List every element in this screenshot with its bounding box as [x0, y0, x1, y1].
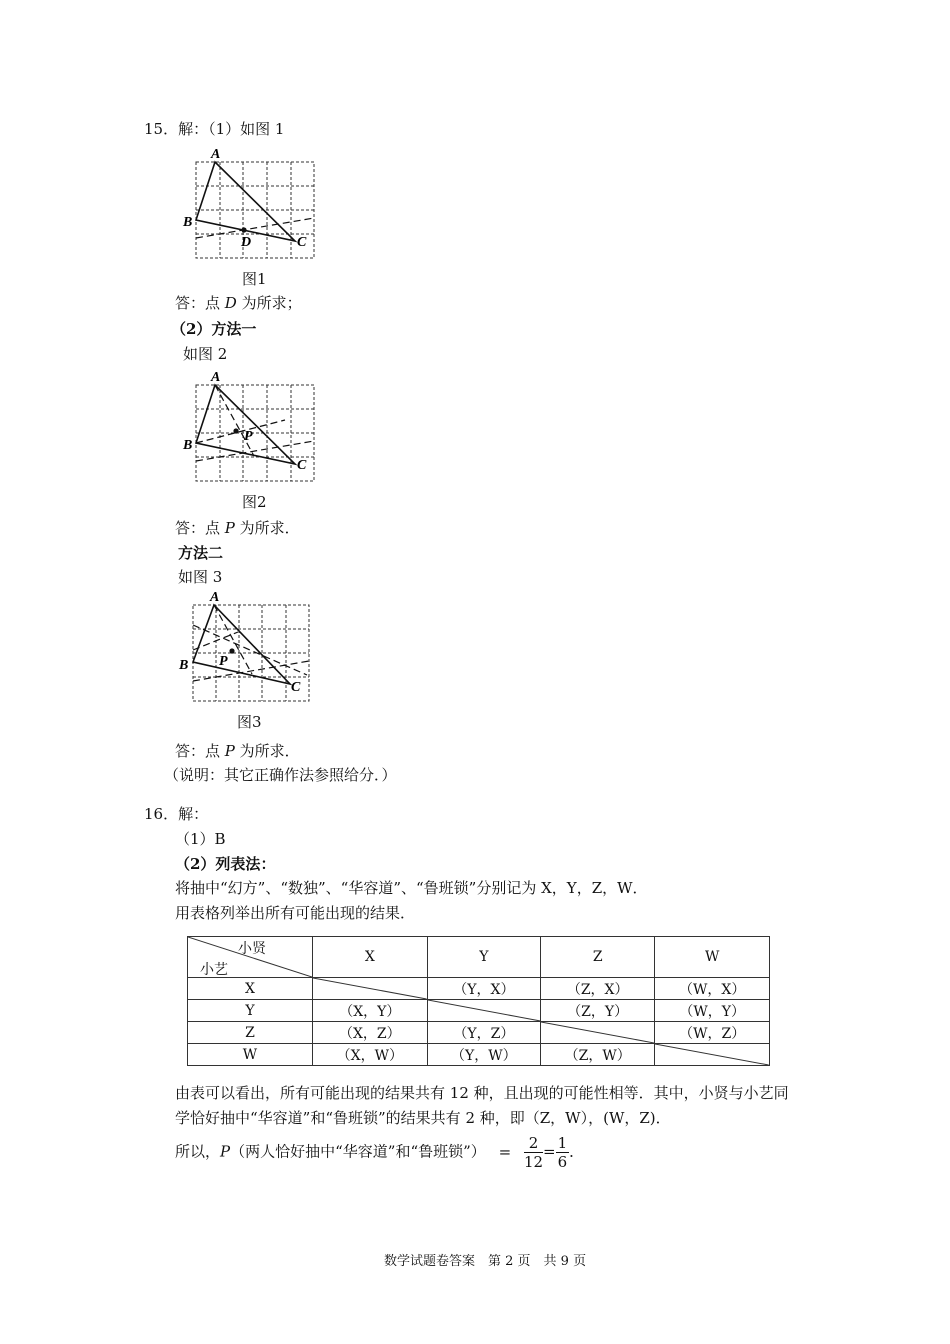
answer-1-suffix: 为所求；	[236, 294, 302, 312]
table-cell: （W，Y）	[655, 1000, 770, 1022]
table-cell: （W，Z）	[655, 1022, 770, 1044]
label-C: C	[291, 680, 301, 695]
q16-table-intro: 用表格列举出所有可能出现的结果．	[175, 904, 416, 922]
label-A: A	[211, 370, 221, 385]
figure-3-ref: 如图 3	[178, 568, 223, 586]
answer-2-prefix: 答：点	[175, 519, 225, 537]
table-cell: （Z，W）	[541, 1044, 655, 1066]
table-cell-diagonal	[313, 978, 428, 1000]
table-cell: （X，Z）	[313, 1022, 428, 1044]
label-B: B	[183, 438, 193, 453]
q16-part-2-label: （2）列表法：	[175, 855, 276, 873]
fraction-2-12	[524, 1134, 543, 1171]
table-col-header: X	[313, 937, 428, 978]
table-cell-diagonal	[655, 1044, 770, 1066]
q15-heading: 15．解：（1）如图 1	[144, 120, 285, 138]
label-A: A	[210, 590, 220, 605]
answer-2	[175, 517, 300, 538]
table-col-header: Y	[427, 937, 540, 978]
label-P: P	[244, 429, 253, 444]
answer-2-var: P	[224, 519, 235, 537]
answer-3-var: P	[224, 742, 235, 760]
figure-2-caption: 图2	[242, 493, 267, 511]
table-row	[188, 1000, 770, 1022]
answer-1-var: D	[224, 294, 237, 312]
equals-sign: =	[498, 1142, 512, 1161]
table-header-row	[188, 937, 770, 978]
corner-top-label: 小贤	[238, 941, 266, 957]
figure-3-caption: 图3	[237, 713, 262, 731]
part-2-label: （2）方法一	[171, 320, 257, 338]
q16-part-1: （1）B	[175, 830, 226, 848]
table-cell: （Y，W）	[427, 1044, 540, 1066]
table-cell: （W，X）	[655, 978, 770, 1000]
table-row	[188, 1044, 770, 1066]
label-B: B	[179, 658, 189, 673]
answer-1	[175, 292, 302, 313]
label-C: C	[297, 235, 307, 250]
figure-1	[175, 145, 325, 265]
label-A: A	[211, 147, 221, 162]
grading-note: （说明：其它正确作法参照给分．）	[164, 766, 397, 784]
prob-var: P	[220, 1142, 231, 1161]
method-2-label: 方法二	[178, 544, 224, 562]
table-cell: （Z，Y）	[541, 1000, 655, 1022]
table-cell: （X，W）	[313, 1044, 428, 1066]
answer-1-prefix: 答：点	[175, 294, 225, 312]
corner-bottom-label: 小艺	[200, 962, 228, 978]
table-cell: （Z，X）	[541, 978, 655, 1000]
outcome-table	[187, 936, 770, 1066]
frac2-num: 1	[557, 1134, 568, 1152]
label-B: B	[183, 215, 193, 230]
table-row-header: W	[188, 1044, 313, 1066]
table-cell: （X，Y）	[313, 1000, 428, 1022]
label-D: D	[241, 235, 252, 250]
table-corner-cell	[188, 937, 313, 978]
label-P: P	[219, 654, 228, 669]
period: ．	[569, 1142, 585, 1161]
answer-3	[175, 740, 300, 761]
answer-3-suffix: 为所求．	[234, 742, 300, 760]
answer-2-suffix: 为所求．	[234, 519, 300, 537]
frac1-num: 2	[524, 1134, 543, 1153]
table-col-header: Z	[541, 937, 655, 978]
table-row-header: Z	[188, 1022, 313, 1044]
frac2-den: 6	[557, 1153, 568, 1171]
answer-3-prefix: 答：点	[175, 742, 225, 760]
q16-conclusion-line-2: 学恰好抽中“华容道”和“鲁班锁”的结果共有 2 种，即（Z，W），(W，Z)．	[175, 1109, 671, 1127]
frac1-den: 12	[523, 1153, 544, 1171]
figure-3	[172, 588, 322, 708]
table-col-header: W	[655, 937, 770, 978]
q16-conclusion-line-1: 由表可以看出，所有可能出现的结果共有 12 种，且出现的可能性相等．其中，小贤与小艺同	[175, 1084, 789, 1102]
prob-prefix: 所以，	[175, 1142, 221, 1161]
table-row-header: X	[188, 978, 313, 1000]
label-C: C	[297, 458, 307, 473]
q16-notation-line: 将抽中“幻方”、“数独”、“华容道”、“鲁班锁”分别记为 X，Y，Z，W．	[175, 879, 648, 897]
table-cell-diagonal	[427, 1000, 540, 1022]
q16-heading: 16．解：	[144, 805, 209, 823]
prob-event: （两人恰好抽中“华容道”和“鲁班锁”）	[230, 1142, 486, 1161]
table-row	[188, 1022, 770, 1044]
figure-2-ref: 如图 2	[183, 345, 228, 363]
table-cell-diagonal	[541, 1022, 655, 1044]
figure-1-caption: 图1	[242, 270, 267, 288]
table-row	[188, 978, 770, 1000]
table-cell: （Y，Z）	[427, 1022, 540, 1044]
table-row-header: Y	[188, 1000, 313, 1022]
figure-2	[175, 368, 325, 488]
table-cell: （Y，X）	[427, 978, 540, 1000]
fraction-1-6	[556, 1134, 570, 1171]
page-footer: 数学试题卷答案 第 2 页 共 9 页	[384, 1254, 587, 1269]
equals-sign: =	[543, 1142, 556, 1161]
probability-line	[175, 1134, 584, 1171]
